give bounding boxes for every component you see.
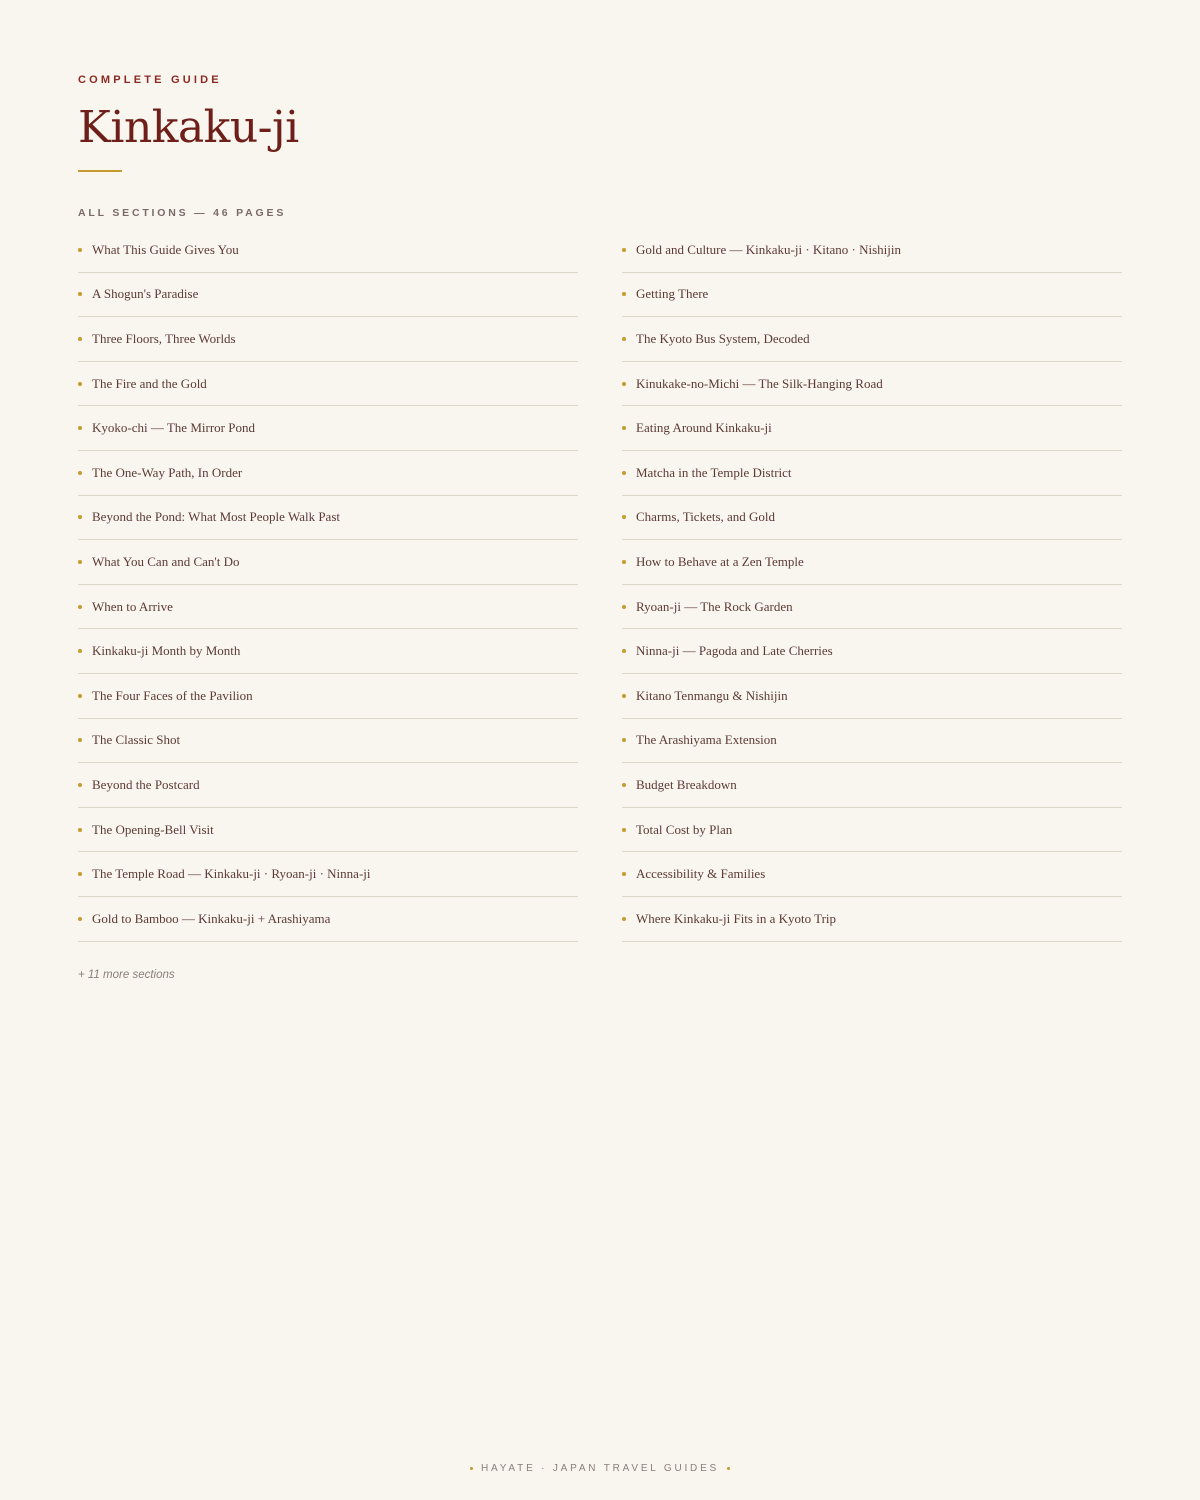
bullet-icon bbox=[622, 515, 626, 519]
section-item-label: Accessibility & Families bbox=[636, 866, 766, 882]
section-item[interactable] bbox=[78, 406, 578, 451]
section-item[interactable] bbox=[78, 674, 578, 719]
section-item[interactable] bbox=[622, 228, 1122, 273]
bullet-icon bbox=[622, 605, 626, 609]
bullet-icon bbox=[622, 828, 626, 832]
section-item[interactable] bbox=[78, 228, 578, 273]
section-item-label: The Four Faces of the Pavilion bbox=[92, 687, 253, 703]
bullet-icon bbox=[78, 783, 82, 787]
section-item-label: The One-Way Path, In Order bbox=[92, 464, 243, 480]
section-item-label: Ninna-ji — Pagoda and Late Cherries bbox=[636, 643, 833, 659]
section-item-label: Beyond the Pond: What Most People Walk Past bbox=[92, 509, 340, 525]
section-item[interactable] bbox=[622, 317, 1122, 362]
section-item[interactable] bbox=[78, 808, 578, 853]
section-item-label: The Fire and the Gold bbox=[92, 375, 207, 391]
section-item[interactable] bbox=[622, 496, 1122, 541]
section-item-label: Kyoko-chi — The Mirror Pond bbox=[92, 420, 255, 436]
section-item[interactable] bbox=[622, 719, 1122, 764]
section-item[interactable] bbox=[622, 362, 1122, 407]
bullet-icon bbox=[78, 738, 82, 742]
sections-list-right bbox=[622, 228, 1122, 942]
section-item[interactable] bbox=[78, 317, 578, 362]
footer-dot-icon bbox=[727, 1467, 730, 1470]
bullet-icon bbox=[622, 471, 626, 475]
section-item-label: Kitano Tenmangu & Nishijin bbox=[636, 687, 788, 703]
bullet-icon bbox=[622, 426, 626, 430]
bullet-icon bbox=[622, 694, 626, 698]
bullet-icon bbox=[78, 337, 82, 341]
section-item-label: The Kyoto Bus System, Decoded bbox=[636, 330, 810, 346]
section-item[interactable] bbox=[78, 897, 578, 942]
bullet-icon bbox=[622, 649, 626, 653]
page-title: Kinkaku-ji bbox=[78, 102, 299, 153]
section-item-label: Where Kinkaku-ji Fits in a Kyoto Trip bbox=[636, 910, 837, 926]
bullet-icon bbox=[622, 917, 626, 921]
section-item-label: Kinukake-no-Michi — The Silk-Hanging Road bbox=[636, 375, 883, 391]
bullet-icon bbox=[622, 337, 626, 341]
bullet-icon bbox=[78, 828, 82, 832]
section-item[interactable] bbox=[78, 496, 578, 541]
bullet-icon bbox=[78, 605, 82, 609]
section-item-label: The Temple Road — Kinkaku-ji · Ryoan-ji · Ninna-ji bbox=[92, 866, 371, 882]
section-item-label: Gold to Bamboo — Kinkaku-ji + Arashiyama bbox=[92, 910, 331, 926]
section-item[interactable] bbox=[78, 362, 578, 407]
section-item-label: Three Floors, Three Worlds bbox=[92, 330, 236, 346]
section-item[interactable] bbox=[622, 540, 1122, 585]
section-item[interactable] bbox=[622, 273, 1122, 318]
bullet-icon bbox=[622, 738, 626, 742]
section-item[interactable] bbox=[622, 763, 1122, 808]
section-item-label: The Opening-Bell Visit bbox=[92, 821, 214, 837]
bullet-icon bbox=[622, 560, 626, 564]
section-item-label: Matcha in the Temple District bbox=[636, 464, 792, 480]
eyebrow-label: COMPLETE GUIDE bbox=[78, 74, 222, 86]
section-item-label: When to Arrive bbox=[92, 598, 173, 614]
footer bbox=[0, 1463, 1200, 1474]
section-item[interactable] bbox=[78, 585, 578, 630]
section-item-label: How to Behave at a Zen Temple bbox=[636, 553, 804, 569]
section-item-label: Ryoan-ji — The Rock Garden bbox=[636, 598, 793, 614]
bullet-icon bbox=[78, 694, 82, 698]
section-item-label: Gold and Culture — Kinkaku-ji · Kitano · Nishijin bbox=[636, 241, 902, 257]
bullet-icon bbox=[78, 426, 82, 430]
bullet-icon bbox=[78, 649, 82, 653]
section-item[interactable] bbox=[78, 451, 578, 496]
bullet-icon bbox=[78, 382, 82, 386]
section-item-label: Total Cost by Plan bbox=[636, 821, 733, 837]
section-item[interactable] bbox=[78, 540, 578, 585]
section-item-label: A Shogun's Paradise bbox=[92, 286, 199, 302]
section-item-label: What This Guide Gives You bbox=[92, 241, 239, 257]
section-item-label: The Classic Shot bbox=[92, 732, 181, 748]
title-divider bbox=[78, 170, 122, 172]
bullet-icon bbox=[622, 783, 626, 787]
section-item-label: Kinkaku-ji Month by Month bbox=[92, 643, 241, 659]
bullet-icon bbox=[78, 872, 82, 876]
bullet-icon bbox=[622, 872, 626, 876]
section-item[interactable] bbox=[78, 852, 578, 897]
section-item-label: What You Can and Can't Do bbox=[92, 553, 240, 569]
sections-heading: ALL SECTIONS — 46 PAGES bbox=[78, 207, 287, 219]
section-item-label: Charms, Tickets, and Gold bbox=[636, 509, 776, 525]
section-item[interactable] bbox=[622, 808, 1122, 853]
bullet-icon bbox=[78, 515, 82, 519]
section-item-label: Getting There bbox=[636, 286, 709, 302]
section-item[interactable] bbox=[622, 451, 1122, 496]
more-sections-note: + 11 more sections bbox=[78, 969, 175, 981]
bullet-icon bbox=[78, 248, 82, 252]
bullet-icon bbox=[78, 471, 82, 475]
bullet-icon bbox=[622, 382, 626, 386]
bullet-icon bbox=[622, 248, 626, 252]
footer-dot-icon bbox=[470, 1467, 473, 1470]
bullet-icon bbox=[622, 292, 626, 296]
section-item[interactable] bbox=[622, 406, 1122, 451]
bullet-icon bbox=[78, 917, 82, 921]
section-item-label: Eating Around Kinkaku-ji bbox=[636, 420, 772, 436]
section-item[interactable] bbox=[78, 629, 578, 674]
section-item[interactable] bbox=[622, 852, 1122, 897]
section-item[interactable] bbox=[622, 629, 1122, 674]
footer-brand: HAYATE · JAPAN TRAVEL GUIDES bbox=[480, 1463, 720, 1474]
section-item[interactable] bbox=[622, 897, 1122, 942]
section-item-label: The Arashiyama Extension bbox=[636, 732, 777, 748]
bullet-icon bbox=[78, 292, 82, 296]
section-item[interactable] bbox=[622, 585, 1122, 630]
section-item[interactable] bbox=[78, 273, 578, 318]
section-item-label: Beyond the Postcard bbox=[92, 776, 200, 792]
section-item[interactable] bbox=[622, 674, 1122, 719]
sections-list-left bbox=[78, 228, 578, 942]
section-item-label: Budget Breakdown bbox=[636, 776, 737, 792]
section-item[interactable] bbox=[78, 763, 578, 808]
bullet-icon bbox=[78, 560, 82, 564]
section-item[interactable] bbox=[78, 719, 578, 764]
